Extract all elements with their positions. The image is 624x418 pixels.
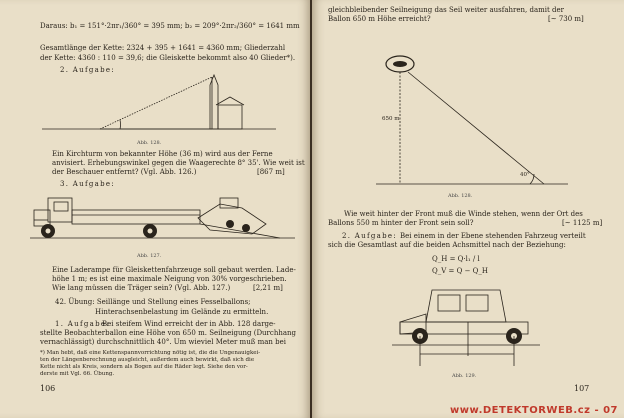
exercise-subtitle: Hinterachsenbelastung im Gelände zu ermitteln.	[95, 308, 269, 316]
truck-diagram	[30, 190, 300, 250]
footnote-line: ten der Längenberechnung ausgleicht, außerdem auch bewirkt, daß sich die	[40, 357, 255, 363]
footnote-line: *) Man hebt, daß eine Kettenspannvorrichtung nötig ist, die die Ungenauigkei-	[40, 350, 261, 356]
text-line: Wie lang müssen die Träger sein? (Vgl. Abb. 127.)	[52, 284, 231, 292]
figure-caption: Abb. 127.	[137, 253, 162, 259]
figure-caption: Abb. 128.	[448, 193, 473, 199]
equation: Q_V = Q − Q_H	[432, 267, 489, 275]
text-line: gleichbleibender Seilneigung das Seil weiter ausfahren, damit der	[328, 6, 565, 14]
text-line: Ballon 650 m Höhe erreicht?	[328, 15, 431, 23]
text-line: Ballons 550 m hinter der Front sein soll?	[328, 219, 474, 227]
text-line: Eine Laderampe für Gleiskettenfahrzeuge soll gebaut werden. Lade-	[52, 266, 296, 274]
figure-caption: Abb. 128.	[137, 140, 162, 146]
footnote-line: derste mit Vgl. 66. Übung.	[40, 371, 115, 377]
answer: [~ 730 m]	[548, 15, 584, 23]
text-line: Gesamtlänge der Kette: 2324 + 395 + 1641 = 4360 mm; Gliederzahl	[40, 44, 286, 52]
task-3-label: 3. Aufgabe:	[60, 180, 115, 188]
text-line: sich die Gesamtlast auf die beiden Achsmittel nach der Beziehung:	[328, 241, 566, 249]
balloon-diagram	[372, 50, 572, 190]
church-diagram	[40, 75, 280, 137]
page-number: 107	[574, 384, 590, 393]
footnote-line: Kette nicht als Kreis, sondern als Bogen auf die Räder legt. Siehe den vor-	[40, 364, 248, 370]
text-line: höhe 1 m; es ist eine maximale Neigung von 30% vorgeschrieben.	[52, 275, 287, 283]
answer: [2,21 m]	[253, 284, 283, 292]
task-1-label: 1. Aufgabe:	[55, 320, 110, 328]
text-line: Bei steifem Wind erreicht der in Abb. 128 darge-	[102, 320, 276, 328]
text-line: Ein Kirchturm von bekannter Höhe (36 m) wird aus der Ferne	[52, 150, 273, 158]
answer: [867 m]	[257, 168, 285, 176]
figure-caption: Abb. 129.	[452, 373, 477, 379]
left-page	[0, 0, 310, 418]
right-page	[312, 0, 624, 418]
task-2-label: 2. Aufgabe:	[342, 232, 397, 240]
text-line: stellte Beobachterballon eine Höhe von 650 m. Seilneigung (Durchhang	[40, 329, 297, 337]
page-number: 106	[40, 384, 56, 393]
text-line: vernachlässigt) durchschnittlich 40°. Um wieviel Meter muß man bei	[40, 338, 287, 346]
watermark: www.DETEKTORWEB.cz - 07	[450, 405, 618, 416]
exercise-title: 42. Übung: Seillänge und Stellung eines Fesselballons;	[55, 298, 251, 306]
answer: [~ 1125 m]	[562, 219, 603, 227]
text-line: Wie weit hinter der Front muß die Winde stehen, wenn der Ort des	[344, 210, 583, 218]
text-line: Bei einem in der Ebene stehenden Fahrzeug verteilt	[400, 232, 586, 240]
task-2-label: 2. Aufgabe:	[60, 66, 115, 74]
angle-label: 40°	[520, 172, 530, 178]
car-diagram	[392, 282, 542, 370]
formula: Daraus: b₁ = 151°·2πr₁/360° = 395 mm; b₂ = 209°·2πr₂/360° = 1641 mm	[40, 22, 300, 30]
equation: Q_H = Q·l₁ / l	[432, 255, 480, 263]
text-line: der Beschauer entfernt? (Vgl. Abb. 126.)	[52, 168, 197, 176]
text-line: anvisiert. Erhebungswinkel gegen die Waagerechte 8° 35'. Wie weit ist	[52, 159, 305, 167]
height-label: 650 m	[382, 116, 400, 122]
text-line: der Kette: 4360 : 110 = 39,6; die Gleiskette bekommt also 40 Glieder*).	[40, 54, 296, 62]
